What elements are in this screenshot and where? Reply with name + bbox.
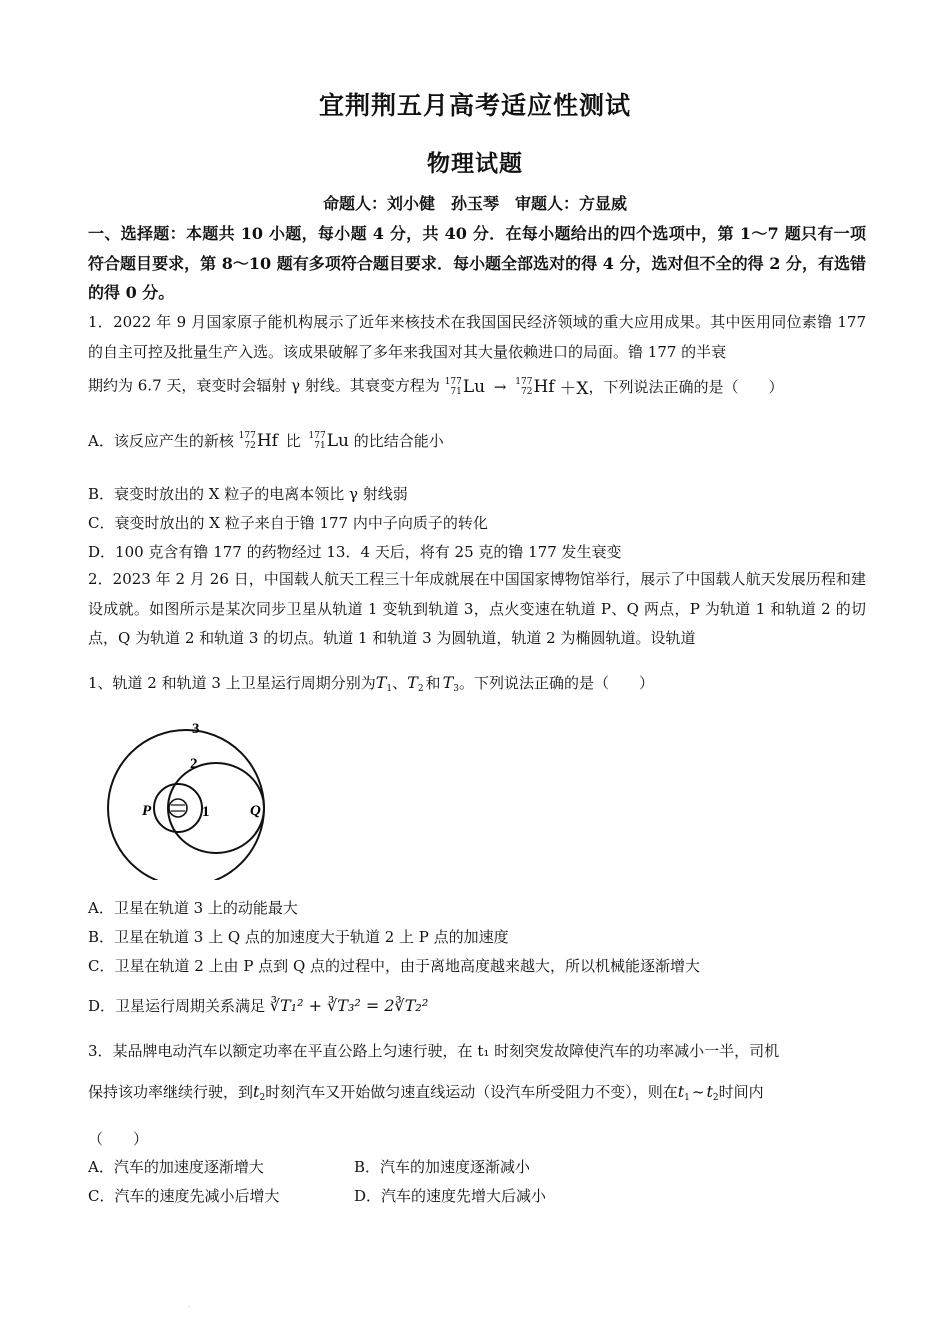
subscript-1: 1	[386, 684, 393, 694]
hf-symbol: Hf	[533, 376, 555, 397]
time-t1: t	[677, 1082, 685, 1101]
point-p-label: P	[142, 803, 152, 819]
q3-stem-a: 3．某品牌电动汽车以额定功率在平直公路上匀速行驶，在 t₁ 时刻突发故障使汽车的功率减小一半，司机	[88, 1042, 780, 1060]
q2-period-line	[88, 672, 654, 694]
subscript-2: 2	[259, 1093, 266, 1103]
q1-option-a	[88, 430, 444, 451]
orbit-diagram	[96, 720, 276, 880]
q1-stem: 1．2022 年 9 月国家原子能机构展示了近年来核技术在我国国民经济领域的重大应用成果。其中医用同位素镥 177 的自主可控及批量生产入选。该成果破解了多年来我国对其大量依赖进口的局面。镥 177 的半衰	[88, 313, 866, 361]
lu-mass-number: 177	[308, 430, 326, 441]
q1-equation-line	[88, 374, 783, 399]
orbit-label-1: 1	[202, 804, 210, 820]
q3-option-d: D．汽车的速度先增大后减小	[354, 1187, 547, 1205]
q1-option-d: D．100 克含有镥 177 的药物经过 13．4 天后，将有 25 克的镥 177 发生衰变	[88, 543, 622, 561]
lu-atomic-number: 71	[314, 440, 326, 451]
lu-atomic-number: 71	[450, 386, 462, 397]
q3-answer-paren: （ ）	[88, 1130, 149, 1148]
q3-option-c: C．汽车的速度先减小后增大	[88, 1187, 280, 1205]
lu-mass-number: 177	[444, 376, 462, 387]
q2-option-a: A．卫星在轨道 3 上的动能最大	[88, 899, 298, 917]
q1-stem-c: ，下列说法正确的是（ ）	[588, 378, 784, 396]
earth-icon	[169, 799, 187, 817]
q2-stem-c: 。下列说法正确的是（ ）	[458, 674, 654, 692]
hf-mass-number: 177	[238, 430, 256, 441]
nuclide-hf177	[515, 377, 554, 397]
tilde: ~	[691, 1083, 705, 1101]
q1-stem-b: 期约为 6.7 天，衰变时会辐射 γ 射线。其衰变方程为	[88, 376, 440, 395]
and-word: 和	[425, 674, 441, 692]
hf-atomic-number: 72	[521, 386, 533, 397]
q2-option-d	[88, 995, 428, 1016]
q1-option-c: C．衰变时放出的 X 粒子来自于镥 177 内中子向质子的转化	[88, 514, 488, 532]
plus-x: ＋X	[559, 379, 589, 399]
subscript-2: 2	[712, 1093, 719, 1103]
time-t2: t	[253, 1082, 260, 1101]
separator: 、	[392, 674, 408, 692]
q2-stem-b: 1、轨道 2 和轨道 3 上卫星运行周期分别为	[88, 674, 376, 692]
hf-atomic-number: 72	[244, 440, 256, 451]
footer-dot: .	[188, 1302, 190, 1309]
lu-symbol: Lu	[462, 376, 486, 397]
reaction-arrow: →	[493, 377, 507, 396]
q2-option-b: B．卫星在轨道 3 上 Q 点的加速度大于轨道 2 上 P 点的加速度	[88, 928, 509, 946]
subscript-3: 3	[453, 684, 459, 694]
q2-option-d-text: D．卫星运行周期关系满足	[88, 997, 266, 1015]
q2-stem: 2．2023 年 2 月 26 日，中国载人航天工程三十年成就展在中国国家博物馆举行，展示了中国载人航天发展历程和建设成就。如图所示是某次同步卫星从轨道 1 变轨到轨道 3，点火变速在轨道 P、Q 两点，P 为轨道 1 和轨道 2 的切点，Q 为轨道 2 和轨道 3 的切点。轨道 1 和轨道 3 为圆轨道，轨道 2 为椭圆轨道。设轨道	[88, 570, 866, 647]
q3-option-a: A．汽车的加速度逐渐增大	[88, 1158, 264, 1176]
subscript-2: 2	[417, 684, 424, 694]
lu-symbol: Lu	[326, 430, 349, 451]
q3-text-3: 时间内	[718, 1083, 764, 1101]
period-t3: T	[442, 673, 454, 692]
nuclide-lu177-a	[309, 431, 349, 451]
orbit-1-circle	[154, 784, 202, 832]
q3-option-b: B．汽车的加速度逐渐减小	[354, 1158, 531, 1176]
point-q-label: Q	[250, 803, 261, 819]
hf-mass-number: 177	[515, 376, 533, 387]
orbit-label-3: 3	[192, 721, 200, 737]
exam-title: 宜荆荆五月高考适应性测试	[318, 91, 631, 120]
q1-option-b: B．衰变时放出的 X 粒子的电离本领比 γ 射线弱	[88, 485, 408, 503]
authors-line: 命题人：刘小健 孙玉琴 审题人：方显威	[322, 194, 627, 213]
nuclide-hf177-a	[239, 431, 278, 451]
period-relation-formula: ∛T₁² + ∛T₃² = 2∛T₂²	[269, 996, 429, 1015]
period-t1: T	[375, 673, 387, 692]
orbit-label-2: 2	[190, 756, 198, 772]
time-t2-b: t	[706, 1082, 713, 1101]
section-instructions: 一、选择题：本题共 10 小题，每小题 4 分，共 40 分．在每小题给出的四个选项中，第 1～7 题只有一项符合题目要求，第 8～10 题有多项符合题目要求．每小题全部选对的得 4 分，选对但不全的得 2 分，有选错的得 0 分。	[88, 224, 866, 302]
subscript-1: 1	[684, 1093, 690, 1103]
q2-option-c: C．卫星在轨道 2 上由 P 点到 Q 点的过程中，由于离地高度越来越大，所以机械能逐渐增大	[88, 957, 701, 975]
hf-symbol: Hf	[256, 430, 278, 451]
q3-text-1: 保持该功率继续行驶，到	[88, 1083, 254, 1101]
period-t2: T	[407, 673, 418, 692]
q3-text-2: 时刻汽车又开始做匀速直线运动（设汽车所受阻力不变），则在	[265, 1083, 678, 1101]
q1-option-a-than: 比	[285, 432, 301, 450]
nuclide-lu177	[445, 377, 485, 397]
q1-option-a-text: A．该反应产生的新核	[88, 432, 234, 450]
q1-option-a-end: 的比结合能小	[353, 432, 444, 450]
q3-stem-b	[88, 1081, 764, 1103]
exam-subtitle: 物理试题	[427, 150, 523, 177]
